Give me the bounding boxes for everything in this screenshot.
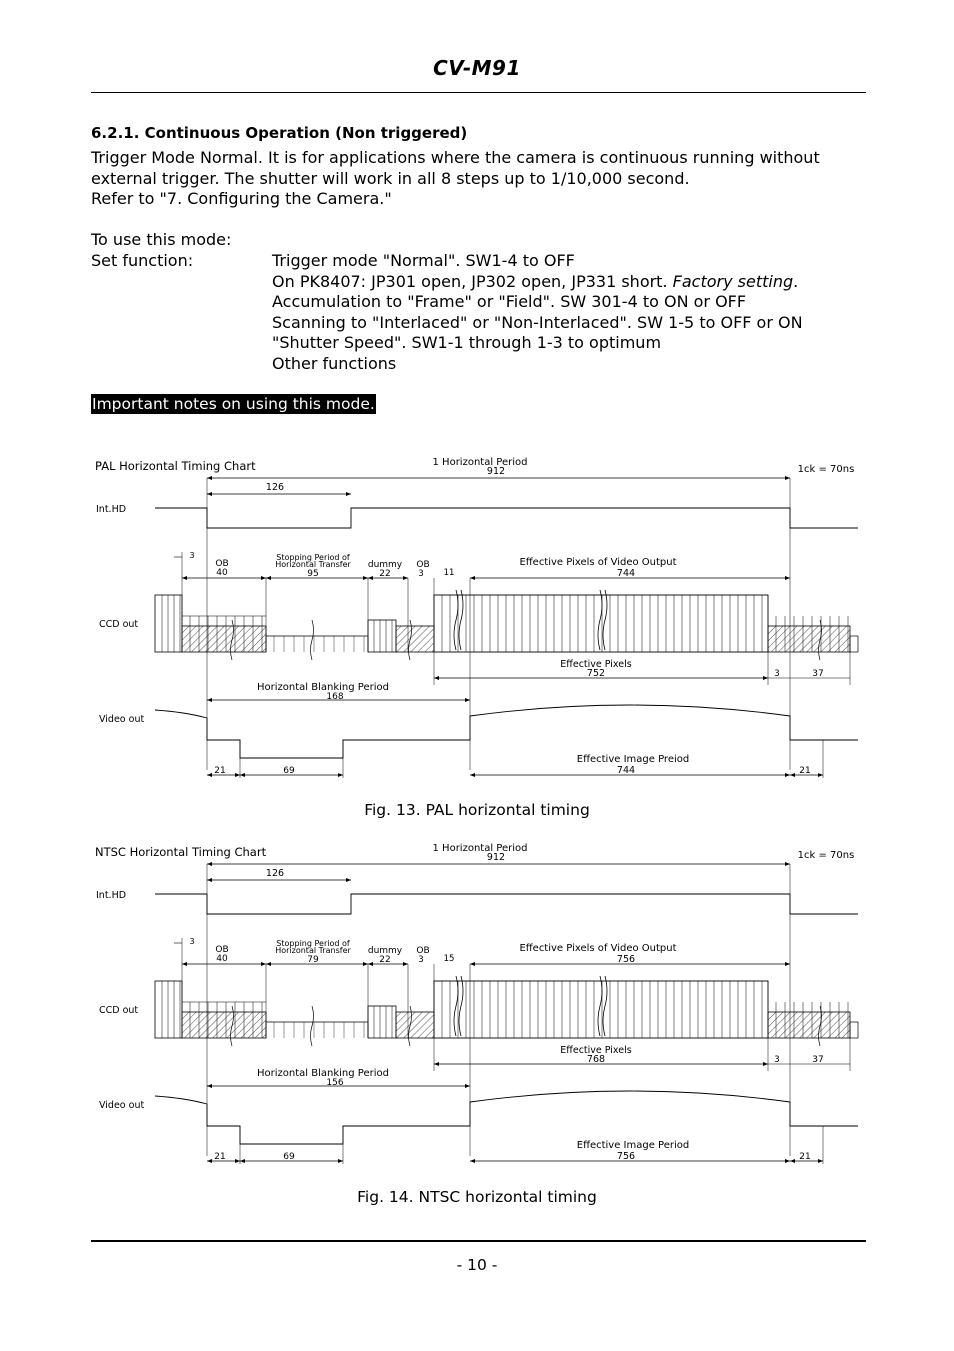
arrowhead <box>465 1084 470 1088</box>
important-notes-link[interactable]: Important notes on using this mode. <box>92 395 375 413</box>
clock-note: 1ck = 70ns <box>797 850 855 861</box>
arrowhead <box>785 962 790 966</box>
arrowhead <box>207 492 212 496</box>
stop-period-step <box>266 636 368 652</box>
dummy-value: 22 <box>379 569 391 579</box>
arrowhead <box>785 773 790 777</box>
use-mode-label: To use this mode: <box>91 230 232 249</box>
right-37-label: 37 <box>812 1055 824 1065</box>
set-function-label: Set function: <box>91 250 194 270</box>
effective-output-label: Effective Pixels of Video Output <box>519 557 677 568</box>
right-hatched-region <box>768 626 850 652</box>
signal-label-int-hd: Int.HD <box>96 504 127 515</box>
right-3-label: 3 <box>774 1055 780 1065</box>
ob1-label: OB <box>215 559 229 569</box>
ccd-tail-cell <box>850 636 858 652</box>
signal-label-ccd-out: CCD out <box>99 619 139 630</box>
set-function-item: Other functions <box>272 353 397 373</box>
effective-output-label: Effective Pixels of Video Output <box>519 943 677 954</box>
arrowhead <box>261 576 266 580</box>
video-out-waveform <box>155 1091 858 1144</box>
set-function-item: Trigger mode "Normal". SW1-4 to OFF <box>272 251 575 270</box>
arrowhead <box>182 962 187 966</box>
arrowhead <box>363 962 368 966</box>
arrowhead <box>434 1062 439 1066</box>
small-3-label: 3 <box>189 551 195 560</box>
hd-pulse-value: 126 <box>265 868 285 879</box>
effective-pixel-block <box>434 981 768 1038</box>
break-mark <box>311 1006 314 1046</box>
arrowhead <box>818 1159 823 1163</box>
gap-value: 15 <box>443 954 455 964</box>
set-function-item: "Shutter Speed". SW1-1 through 1-3 to optimum <box>272 333 662 352</box>
arrowhead <box>266 576 271 580</box>
arrowhead <box>763 1062 768 1066</box>
bottom-21-left: 21 <box>214 1152 226 1162</box>
ob2-label: OB <box>416 946 430 956</box>
ob-hatched-region <box>182 1012 266 1038</box>
stop-period-step <box>266 1022 368 1038</box>
arrowhead <box>235 773 240 777</box>
arrowhead <box>346 492 351 496</box>
arrowhead <box>790 1159 795 1163</box>
effective-output-value: 756 <box>616 954 636 965</box>
arrowhead <box>434 676 439 680</box>
arrowhead <box>235 1159 240 1163</box>
ob2-hatched-region <box>396 626 434 652</box>
arrowhead <box>338 1159 343 1163</box>
gap-value: 11 <box>443 568 455 578</box>
paragraph-line: Refer to "7. Configuring the Camera." <box>91 189 392 208</box>
stop-period-value: 95 <box>307 569 319 579</box>
signal-label-video-out: Video out <box>99 1100 145 1111</box>
blanking-label: Horizontal Blanking Period <box>257 1068 389 1079</box>
stop-period-label: Horizontal Transfer <box>275 560 351 569</box>
set-function-item-text: On PK8407: JP301 open, JP302 open, JP331 short. <box>272 271 668 291</box>
arrowhead <box>363 576 368 580</box>
header-rule <box>91 92 866 93</box>
stop-period-label: Horizontal Transfer <box>275 946 351 955</box>
arrowhead <box>368 576 373 580</box>
stop-period-label: Stopping Period of <box>276 553 350 562</box>
bottom-69: 69 <box>283 766 295 776</box>
arrowhead <box>338 773 343 777</box>
arrowhead <box>207 862 212 866</box>
signal-label-ccd-out: CCD out <box>99 1005 139 1016</box>
arrowhead <box>207 773 212 777</box>
bottom-21-right: 21 <box>799 766 811 776</box>
right-hatched-region <box>768 1012 850 1038</box>
paragraph-line: external trigger. The shutter will work in all 8 steps up to 1/10,000 second. <box>91 168 690 188</box>
arrowhead <box>261 962 266 966</box>
ob-hatched-region <box>182 626 266 652</box>
dummy-label: dummy <box>367 560 403 570</box>
effective-image-value: 744 <box>616 765 636 776</box>
signal-label-video-out: Video out <box>99 714 145 725</box>
hd-pulse-value: 126 <box>265 482 285 493</box>
clock-note: 1ck = 70ns <box>797 464 855 475</box>
figure-caption-ntsc: Fig. 14. NTSC horizontal timing <box>357 1188 597 1206</box>
bottom-69: 69 <box>283 1152 295 1162</box>
arrowhead <box>763 676 768 680</box>
period-label: 1 Horizontal Period <box>432 843 528 854</box>
section-heading: 6.2.1. Continuous Operation (Non triggered) <box>91 124 468 142</box>
chart-title: PAL Horizontal Timing Chart <box>95 459 256 473</box>
int-hd-waveform <box>155 894 858 914</box>
document-header-title: CV-M91 <box>433 56 521 80</box>
signal-label-int-hd: Int.HD <box>96 890 127 901</box>
effective-pixels-label: Effective Pixels <box>560 1045 632 1056</box>
effective-output-value: 744 <box>616 568 636 579</box>
ob2-hatched-region <box>396 1012 434 1038</box>
set-function-item: Accumulation to "Frame" or "Field". SW 301-4 to ON or OFF <box>272 292 747 311</box>
arrowhead <box>470 1159 475 1163</box>
right-37-label: 37 <box>812 669 824 679</box>
description-paragraph <box>91 148 820 210</box>
arrowhead <box>470 773 475 777</box>
arrowhead <box>818 773 823 777</box>
page-number: - 10 - <box>456 1256 498 1274</box>
blanking-value: 168 <box>326 692 344 702</box>
factory-setting-note: Factory setting <box>672 271 794 291</box>
effective-image-value: 756 <box>616 1151 636 1162</box>
paragraph-line: Trigger Mode Normal. It is for applications where the camera is continuous running without <box>91 148 820 167</box>
arrowhead <box>785 1159 790 1163</box>
pal-timing-chart <box>0 440 954 800</box>
usage-block <box>91 230 231 271</box>
ccd-tail-cell <box>850 1022 858 1038</box>
chart-title: NTSC Horizontal Timing Chart <box>95 845 267 859</box>
arrowhead <box>470 576 475 580</box>
blanking-label: Horizontal Blanking Period <box>257 682 389 693</box>
arrowhead <box>207 476 212 480</box>
arrowhead <box>240 1159 245 1163</box>
period-value: 912 <box>486 852 506 863</box>
effective-pixels-value: 752 <box>586 668 606 679</box>
break-mark <box>598 590 602 650</box>
break-mark <box>598 976 602 1036</box>
set-function-item: Scanning to "Interlaced" or "Non-Interlaced". SW 1-5 to OFF or ON <box>272 312 803 332</box>
video-out-waveform <box>155 705 858 758</box>
ob1-value: 40 <box>216 568 228 578</box>
footer-rule <box>91 1240 866 1242</box>
arrowhead <box>465 698 470 702</box>
break-mark <box>459 976 463 1036</box>
arrowhead <box>207 1084 212 1088</box>
period-label: 1 Horizontal Period <box>432 457 528 468</box>
effective-image-label: Effective Image Period <box>576 1140 690 1151</box>
arrowhead <box>346 878 351 882</box>
arrowhead <box>785 576 790 580</box>
ob2-label: OB <box>416 560 430 570</box>
break-mark <box>459 590 463 650</box>
ob2-value: 3 <box>418 955 424 965</box>
stop-period-value: 79 <box>307 955 319 965</box>
arrowhead <box>207 698 212 702</box>
arrowhead <box>790 773 795 777</box>
ob2-value: 3 <box>418 569 424 579</box>
arrowhead <box>470 962 475 966</box>
ntsc-timing-chart <box>0 826 954 1186</box>
ccd-cell-block <box>155 981 182 1038</box>
stop-period-label: Stopping Period of <box>276 939 350 948</box>
arrowhead <box>403 576 408 580</box>
effective-pixel-block <box>434 595 768 652</box>
set-function-item: On PK8407: JP301 open, JP302 open, JP331 short. Factory setting. <box>272 271 799 291</box>
arrowhead <box>207 878 212 882</box>
bottom-21-right: 21 <box>799 1152 811 1162</box>
bottom-21-left: 21 <box>214 766 226 776</box>
arrowhead <box>182 576 187 580</box>
break-mark <box>454 590 458 650</box>
dummy-label: dummy <box>367 946 403 956</box>
figure-caption-pal: Fig. 13. PAL horizontal timing <box>364 801 590 819</box>
right-3-label: 3 <box>774 669 780 679</box>
blanking-value: 156 <box>326 1078 344 1088</box>
int-hd-waveform <box>155 508 858 528</box>
break-mark <box>311 620 314 660</box>
arrowhead <box>207 1159 212 1163</box>
period-value: 912 <box>486 466 506 477</box>
break-mark <box>603 590 607 650</box>
arrowhead <box>266 962 271 966</box>
effective-pixels-label: Effective Pixels <box>560 659 632 670</box>
small-3-label: 3 <box>189 937 195 946</box>
arrowhead <box>785 476 790 480</box>
arrowhead <box>785 862 790 866</box>
effective-image-label: Effective Image Preiod <box>576 754 690 765</box>
ob1-label: OB <box>215 945 229 955</box>
effective-pixels-value: 768 <box>586 1054 606 1065</box>
ccd-cell-block <box>155 595 182 652</box>
arrowhead <box>240 773 245 777</box>
break-mark <box>603 976 607 1036</box>
arrowhead <box>368 962 373 966</box>
set-function-list <box>272 251 803 374</box>
ob1-value: 40 <box>216 954 228 964</box>
arrowhead <box>403 962 408 966</box>
dummy-value: 22 <box>379 955 391 965</box>
break-mark <box>454 976 458 1036</box>
